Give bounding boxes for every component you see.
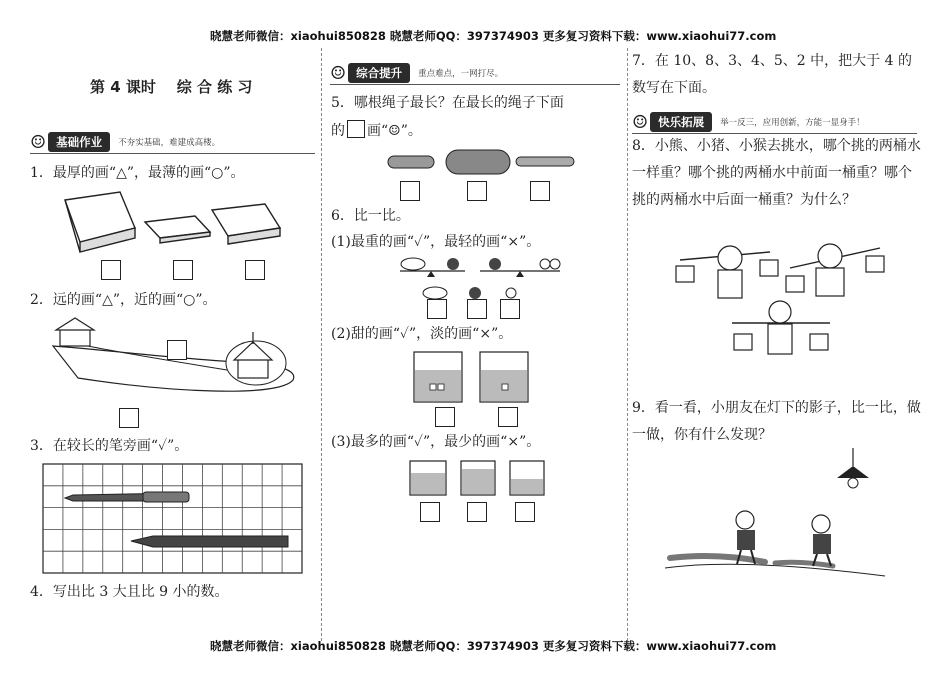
question-5-text-b: 画“☺”。 xyxy=(367,123,422,139)
mascot-icon: ☺ xyxy=(632,111,649,133)
answer-box-q1-a[interactable] xyxy=(101,260,121,280)
column-divider-1 xyxy=(321,48,322,641)
question-2: 2．远的画“△”，近的画“○”。 xyxy=(30,292,217,308)
section-slogan-extend: 举一反三，应用创新，方能一显身手！ xyxy=(720,118,865,128)
question-9: 9．看一看，小朋友在灯下的影子，比一比，做一做，你有什么发现？ xyxy=(632,400,921,443)
answer-box-q5-b[interactable] xyxy=(467,181,487,201)
section-banner-basic xyxy=(30,132,315,152)
question-5-line2 xyxy=(331,120,422,141)
answer-box-q2-a[interactable] xyxy=(167,340,187,360)
answer-box-q5-a[interactable] xyxy=(400,181,420,201)
answer-box-q6-2-b[interactable] xyxy=(498,407,518,427)
answer-box-q6-2-a[interactable] xyxy=(435,407,455,427)
section-slogan-basic: 不夯实基础，难建成高楼。 xyxy=(118,138,221,148)
mascot-icon: ☺ xyxy=(30,131,47,153)
section-name-basic: 基础作业 xyxy=(48,132,110,152)
animals-carrying-water-illustration xyxy=(670,238,900,368)
water-cups-illustration xyxy=(407,459,547,499)
section-slogan-advanced: 重点难点，一网打尽。 xyxy=(418,69,504,79)
question-5-line1: 5．哪根绳子最长？在最长的绳子下面 xyxy=(331,95,564,111)
question-5-text-a: 的 xyxy=(331,123,345,139)
answer-box-q6-1-b[interactable] xyxy=(467,299,487,319)
question-4: 4．写出比 3 大且比 9 小的数。 xyxy=(30,584,229,600)
question-6-1: (1)最重的画“✓”，最轻的画“×”。 xyxy=(331,234,541,250)
question-7: 7．在 10、8、3、4、5、2 中，把大于 4 的数写在下面。 xyxy=(632,53,912,96)
sugar-cups-illustration xyxy=(410,348,530,406)
section-banner-extend xyxy=(632,112,917,132)
column-divider-2 xyxy=(627,48,628,641)
section-name-advanced: 综合提升 xyxy=(348,63,410,83)
page-footer: 晓慧老师微信：xiaohui850828 晓慧老师QQ：397374903 更多复习资料下载：www.xiaohui77.com xyxy=(210,639,777,653)
inline-box xyxy=(347,120,365,138)
answer-box-q1-c[interactable] xyxy=(245,260,265,280)
answer-box-q1-b[interactable] xyxy=(173,260,193,280)
pencil-grid-illustration xyxy=(43,464,303,574)
answer-box-q5-c[interactable] xyxy=(530,181,550,201)
ropes-illustration xyxy=(384,148,584,178)
question-6-3: (3)最多的画“✓”，最少的画“×”。 xyxy=(331,434,541,450)
section-banner-advanced xyxy=(330,63,620,83)
question-6-2: (2)甜的画“✓”，淡的画“×”。 xyxy=(331,326,513,342)
mascot-icon: ☺ xyxy=(330,62,347,84)
answer-box-q2-b[interactable] xyxy=(119,408,139,428)
answer-box-q6-1-c[interactable] xyxy=(500,299,520,319)
lesson-title: 第 4 课时 综 合 练 习 xyxy=(90,78,253,96)
answer-box-q6-3-b[interactable] xyxy=(467,502,487,522)
lamp-shadow-illustration xyxy=(665,448,895,583)
answer-box-q6-1-a[interactable] xyxy=(427,299,447,319)
question-1: 1．最厚的画“△”，最薄的画“○”。 xyxy=(30,165,245,181)
question-6: 6．比一比。 xyxy=(331,208,410,224)
books-illustration xyxy=(60,190,320,252)
banner-rule xyxy=(30,153,315,154)
answer-box-q6-3-c[interactable] xyxy=(515,502,535,522)
page-header: 晓慧老师微信：xiaohui850828 晓慧老师QQ：397374903 更多复习资料下载：www.xiaohui77.com xyxy=(210,29,777,43)
road-houses-illustration xyxy=(48,318,318,413)
answer-box-q6-3-a[interactable] xyxy=(420,502,440,522)
banner-rule xyxy=(330,84,620,85)
question-8: 8．小熊、小猪、小猴去挑水，哪个挑的两桶水一样重？哪个挑的两桶水中前面一桶重？哪个挑的两桶水中后面一桶重？为什么？ xyxy=(632,138,921,208)
section-name-extend: 快乐拓展 xyxy=(650,112,712,132)
question-3: 3．在较长的笔旁画“✓”。 xyxy=(30,438,189,454)
